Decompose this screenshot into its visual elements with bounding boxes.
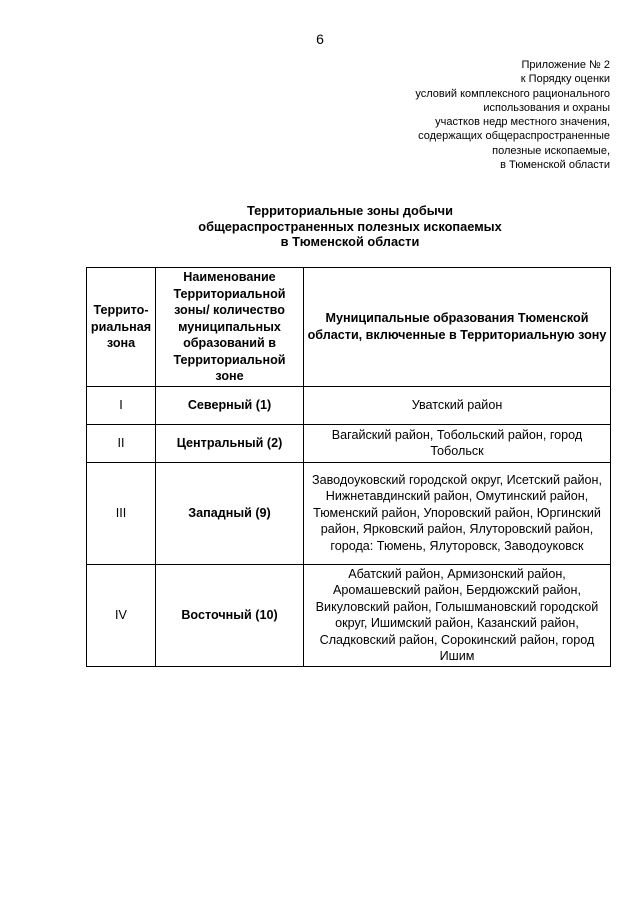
table-row (87, 386, 611, 424)
zone-name: Восточный (10) (156, 564, 304, 666)
appendix-line: участков недр местного значения, (435, 116, 610, 129)
header-zone-name: Наименование Территориальной зоны/ количество муниципальных образований в Территориальной зоне (156, 268, 304, 387)
appendix-line: полезные ископаемые, (492, 144, 610, 157)
table-header-row (87, 268, 611, 387)
title-line: общераспространенных полезных ископаемых (198, 218, 502, 234)
appendix-note (415, 58, 610, 172)
appendix-line: содержащих общераспространенные (418, 130, 610, 143)
zone-number: IV (87, 564, 156, 666)
appendix-line: использования и охраны (483, 101, 610, 114)
appendix-line: Приложение № 2 (521, 59, 610, 71)
zones-table (86, 267, 611, 667)
zone-name: Северный (1) (156, 386, 304, 424)
zone-number: I (87, 386, 156, 424)
zone-municipalities: Абатский район, Армизонский район, Аромашевский район, Бердюжский район, Викуловский район, Голышмановский городской округ, Ишимский район, Казанский район, Сладковский район, Сорокинский район, город Ишим (304, 564, 611, 666)
table-row (87, 424, 611, 462)
zone-municipalities: Вагайский район, Тобольский район, город Тобольск (304, 424, 611, 462)
appendix-line: в Тюменской области (500, 159, 610, 172)
zone-name: Центральный (2) (156, 424, 304, 462)
title-line: в Тюменской области (280, 234, 420, 249)
zone-number: II (87, 424, 156, 462)
appendix-line: к Порядку оценки (520, 73, 610, 86)
zone-name: Западный (9) (156, 462, 304, 564)
zone-number: III (87, 462, 156, 564)
zone-municipalities: Заводоуковский городской округ, Исетский район, Нижнетавдинский район, Омутинский район, Тюменский район, Упоровский район, Юргинский район, Ярковский район, Ялуторовский район, города: Тюмень, Ялуторовск, Заводоуковск (304, 462, 611, 564)
title-line: Территориальные зоны добычи (247, 203, 453, 218)
page-number: 6 (316, 31, 324, 47)
table-row (87, 564, 611, 666)
header-zone: Террито-риальная зона (87, 268, 156, 387)
table-row (87, 462, 611, 564)
zone-municipalities: Уватский район (304, 386, 611, 424)
appendix-line: условий комплексного рационального (415, 87, 610, 100)
header-municipalities: Муниципальные образования Тюменской области, включенные в Территориальную зону (304, 268, 611, 387)
document-title (0, 203, 640, 250)
